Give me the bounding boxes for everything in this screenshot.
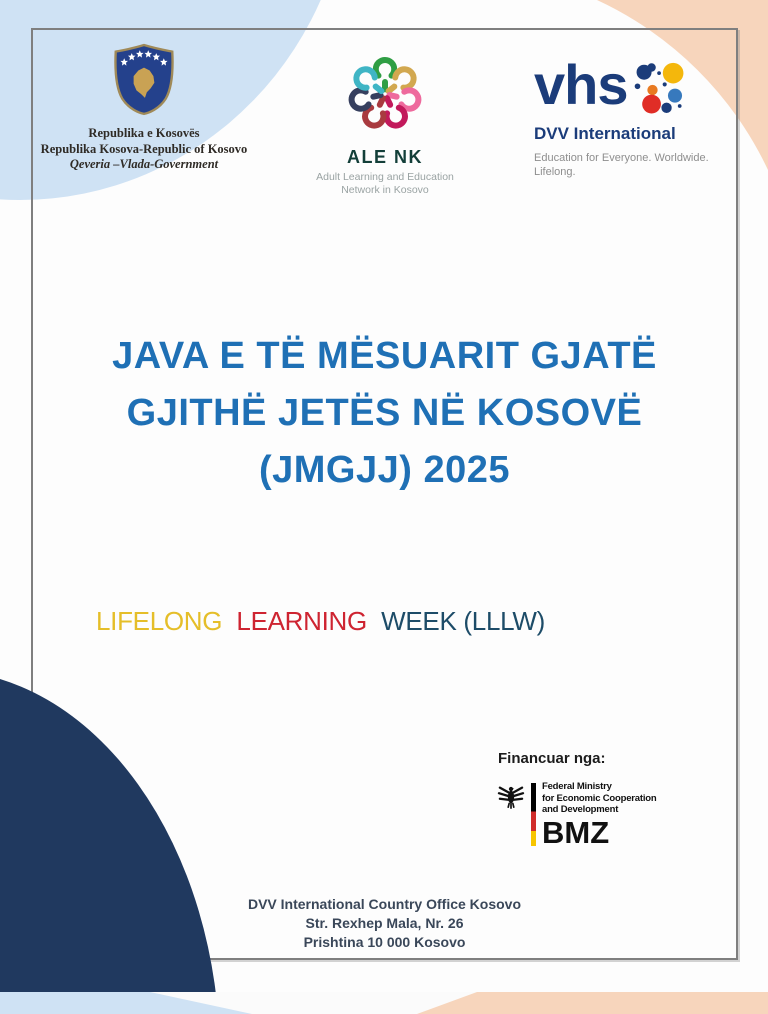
footer-address [31, 895, 738, 952]
vhs-wordmark: vhs [534, 53, 628, 116]
kosovo-government-line: Qeveria –Vlada-Government [69, 157, 219, 171]
title-line2: GJITHË JETËS NË KOSOVË [126, 392, 643, 434]
bmz-ministry-line1: Federal Ministry [542, 781, 612, 792]
footer-city-line: Prishtina 10 000 Kosovo [303, 934, 466, 950]
alenk-subtitle-line2: Network in Kosovo [341, 184, 429, 196]
kosovo-emblem-icon [111, 42, 177, 116]
vhs-dots-icon [630, 60, 690, 120]
bmz-logo [497, 781, 656, 848]
bottom-left-blue-shape [0, 992, 252, 1014]
dvv-tagline-line1: Education for Everyone. Worldwide. [534, 152, 709, 164]
alenk-flower-icon [339, 48, 431, 140]
bmz-color-stripe [531, 783, 536, 846]
bottom-edge-band [0, 992, 768, 1014]
bmz-ministry-line2: for Economic Cooperation [542, 792, 657, 804]
dvv-international-logo [534, 53, 739, 179]
funding-label: Financuar nga: [498, 750, 606, 767]
subtitle-part-week: WEEK (LLLW) [381, 606, 545, 636]
subtitle-part-learning: LEARNING [236, 606, 367, 636]
dvv-org-name: DVV International [534, 124, 676, 143]
alenk-subtitle-line1: Adult Learning and Education [316, 171, 454, 183]
title-line3: (JMGJJ) 2025 [258, 449, 510, 491]
alenk-logo [299, 48, 471, 197]
footer-office-line: DVV International Country Office Kosovo [247, 896, 522, 912]
kosovo-name-multilingual: Republika Kosova-Republic of Kosovo [40, 141, 248, 156]
kosovo-government-logo [38, 42, 250, 173]
page-title [31, 328, 738, 499]
alenk-name: ALE NK [347, 147, 423, 167]
subtitle-lifelong-learning-week [96, 606, 545, 637]
bmz-abbreviation: BMZ [542, 814, 610, 850]
footer-street-line: Str. Rexhep Mala, Nr. 26 [305, 915, 464, 931]
subtitle-part-lifelong: LIFELONG [96, 606, 223, 636]
title-line1: JAVA E TË MËSUARIT GJATË [112, 335, 657, 377]
dvv-tagline-line2: Lifelong. [534, 166, 576, 178]
bottom-right-peach-shape [417, 992, 768, 1014]
bmz-eagle-icon [497, 783, 525, 809]
kosovo-name-albanian: Republika e Kosovës [88, 126, 200, 140]
bmz-ministry-line3: and Development [542, 804, 619, 815]
